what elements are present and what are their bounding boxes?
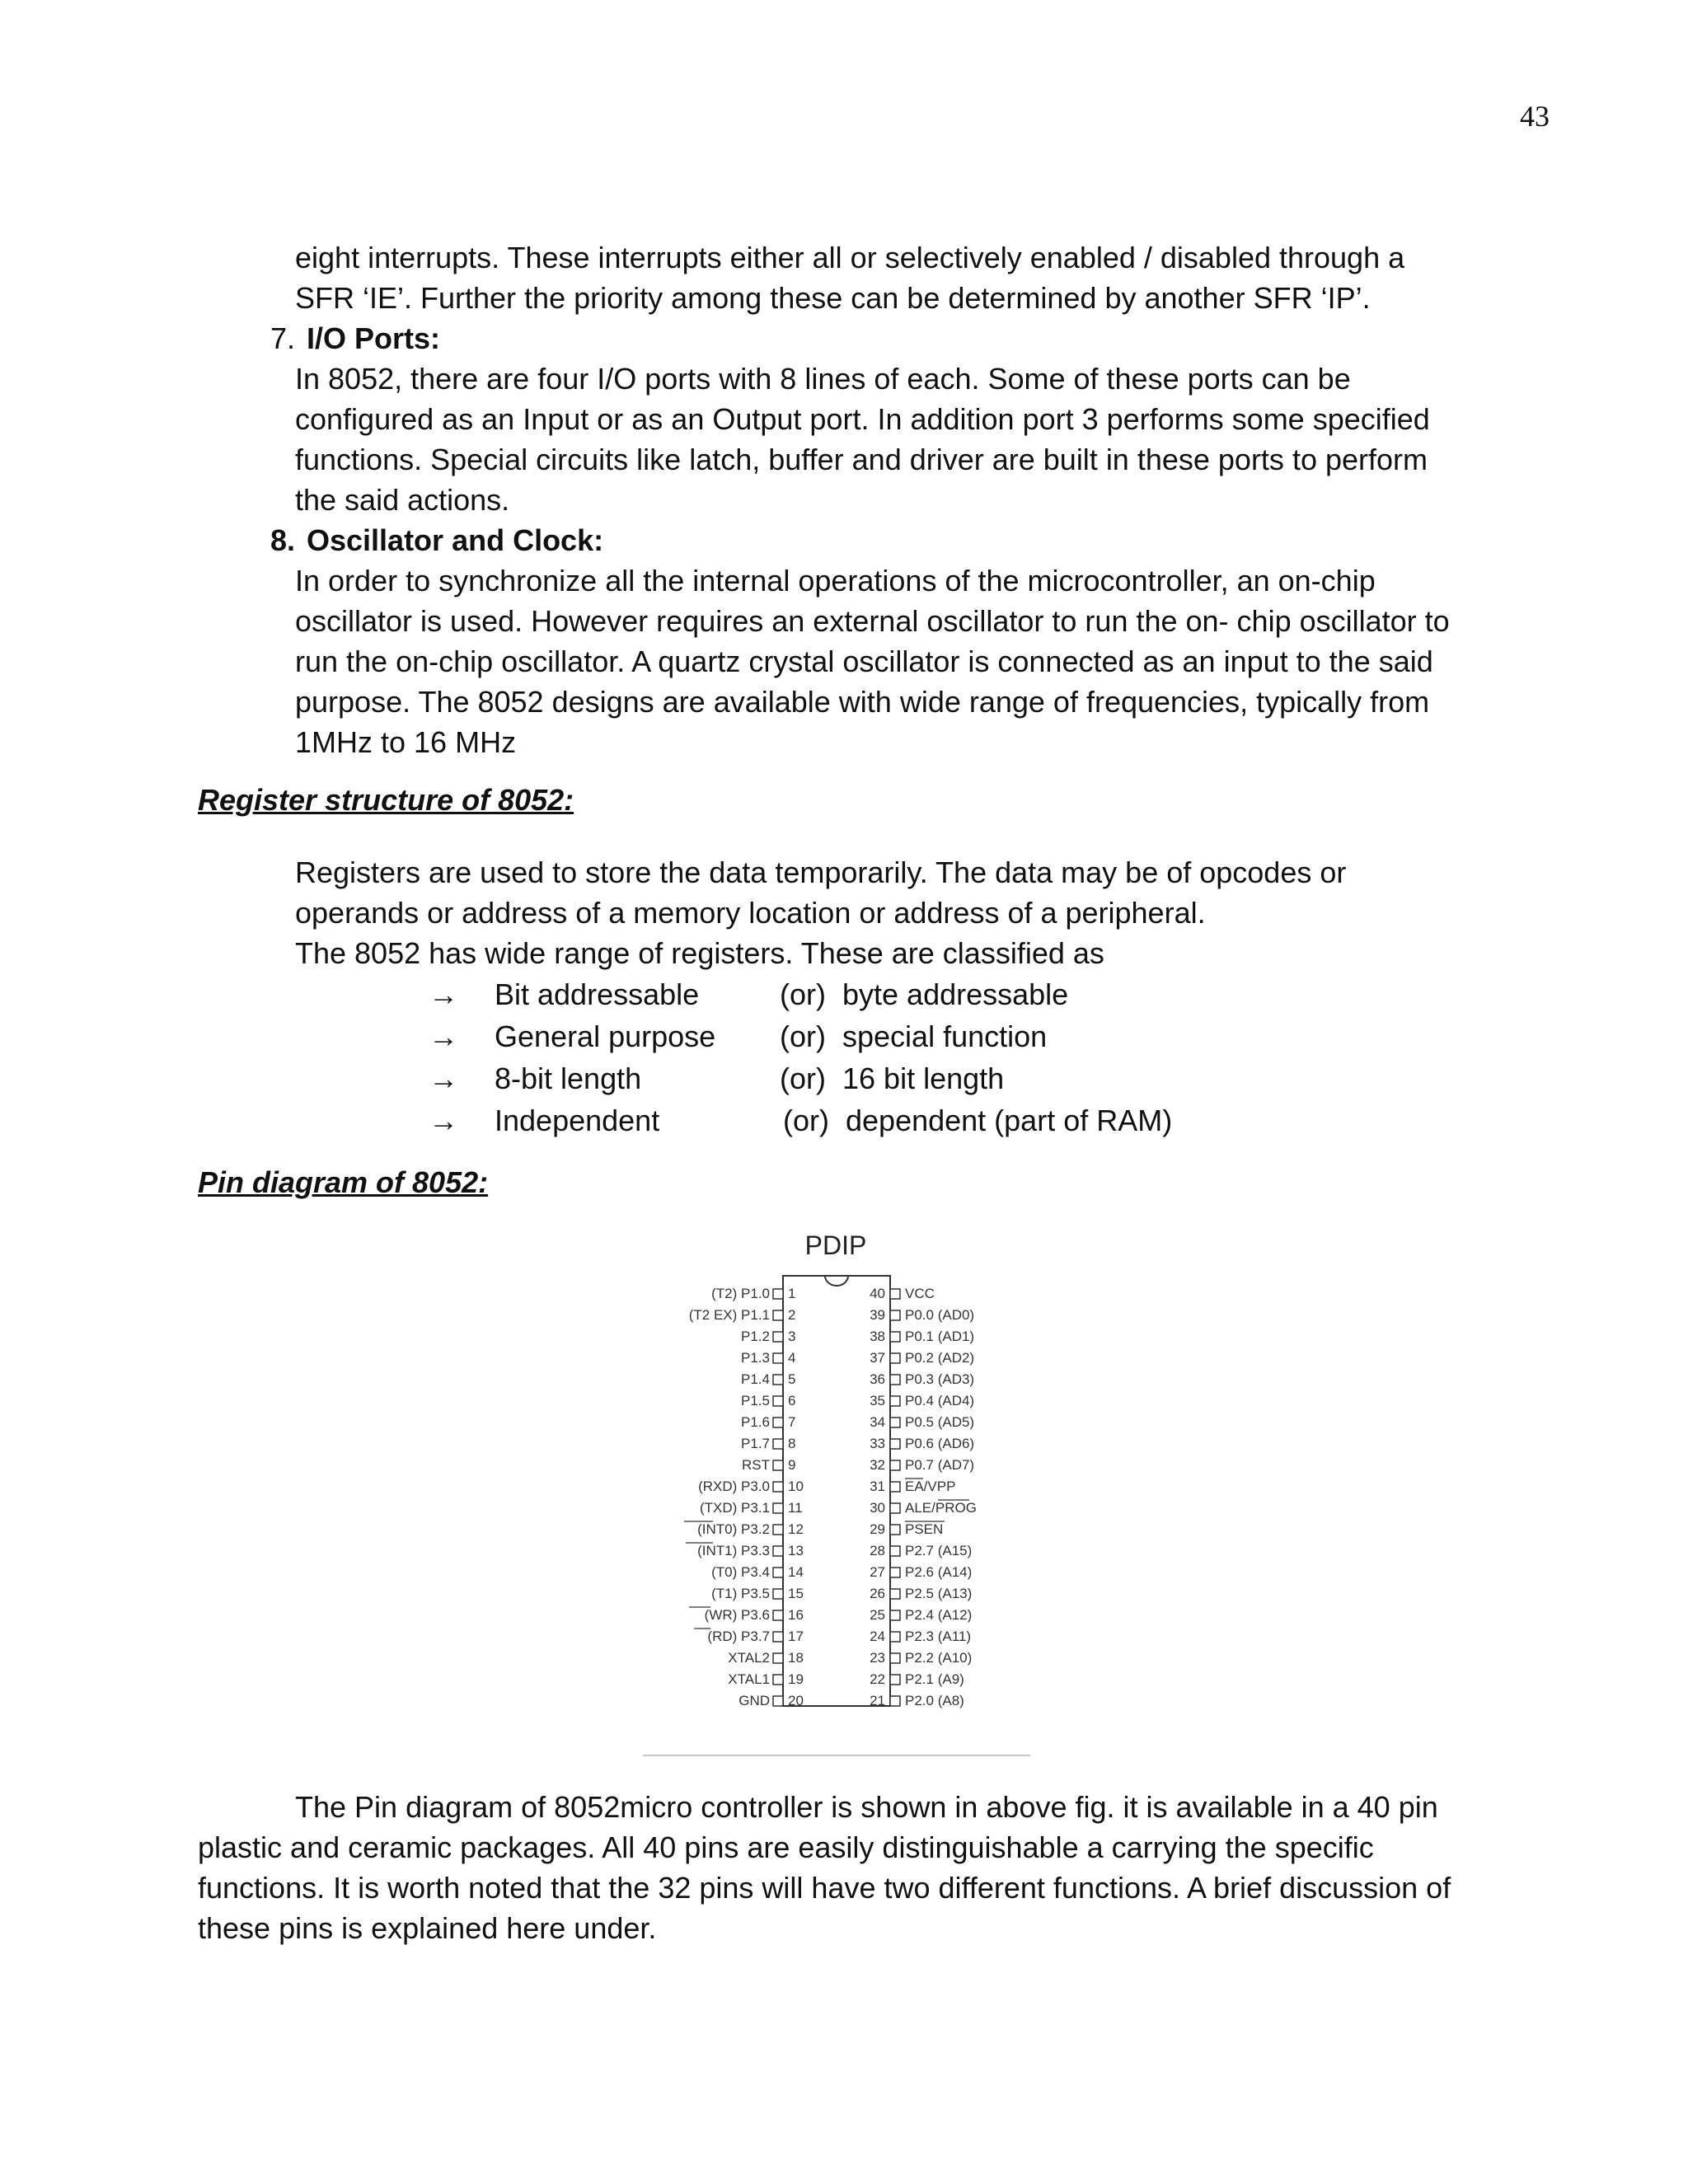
pin-number: 6	[788, 1393, 796, 1408]
text-line: functions. Special circuits like latch, buffer and driver are built in these ports to perform	[295, 443, 1428, 476]
pin-label: (T2 EX) P1.1	[688, 1307, 770, 1323]
pin-number: 2	[788, 1307, 796, 1323]
text-line: 1MHz to 16 MHz	[295, 725, 517, 759]
pin-label: (INT1) P3.3	[697, 1543, 770, 1558]
pin-number: 9	[788, 1457, 796, 1473]
pin-pad	[773, 1460, 783, 1470]
classification-left: General purpose	[495, 1019, 716, 1053]
classification-right: 16 bit length	[842, 1062, 1005, 1095]
classification-or: (or)	[780, 1062, 826, 1095]
pin-label: P2.2 (A10)	[905, 1650, 973, 1666]
classification-right: dependent (part of RAM)	[846, 1104, 1173, 1137]
pin-number: 26	[870, 1586, 885, 1601]
arrow-icon: →	[429, 977, 458, 1011]
pin-pad	[773, 1568, 783, 1577]
pin-pad	[773, 1482, 783, 1492]
pin-pad	[773, 1353, 783, 1363]
pin-number: 16	[788, 1607, 804, 1623]
pin-pad	[773, 1632, 783, 1642]
pin-pad	[773, 1653, 783, 1663]
pin-diagram	[643, 1228, 1039, 1772]
arrow-icon: →	[429, 1104, 458, 1137]
pin-label: P1.2	[741, 1329, 770, 1344]
pin-number: 27	[870, 1564, 885, 1580]
pin-pad	[773, 1439, 783, 1449]
text-line: In order to synchronize all the internal operations of the microcontroller, an on-chip	[295, 564, 1376, 598]
list-item-io-ports	[244, 318, 1530, 359]
pin-label: XTAL2	[728, 1650, 770, 1666]
register-paragraph	[295, 852, 1498, 973]
pin-pad	[773, 1375, 783, 1385]
text-line: The 8052 has wide range of registers. These are classified as	[295, 936, 1104, 970]
pin-pad	[890, 1310, 900, 1320]
pin-label: (T0) P3.4	[711, 1564, 770, 1580]
text-line: In 8052, there are four I/O ports with 8 lines of each. Some of these ports can be	[295, 362, 1351, 396]
pin-number: 21	[870, 1693, 885, 1708]
arrow-icon: →	[429, 1062, 458, 1095]
pin-label: P0.7 (AD7)	[905, 1457, 975, 1473]
right-pin-list	[870, 1286, 977, 1708]
pin-number: 7	[788, 1414, 796, 1430]
intro-paragraph	[295, 237, 1498, 318]
pin-number: 40	[870, 1286, 885, 1301]
pin-label: (T1) P3.5	[711, 1586, 770, 1601]
pin-label: P1.5	[741, 1393, 770, 1408]
pin-number: 34	[870, 1414, 885, 1430]
classification-row	[429, 974, 1335, 1015]
pin-number: 33	[870, 1436, 885, 1451]
pin-number: 11	[788, 1500, 803, 1516]
pin-label: P2.6 (A14)	[905, 1564, 973, 1580]
pin-number: 19	[788, 1671, 804, 1687]
pin-pad	[773, 1696, 783, 1706]
pin-label: PSEN	[905, 1521, 944, 1537]
pin-label: XTAL1	[728, 1671, 770, 1687]
pin-pad	[773, 1289, 783, 1299]
pin-number: 30	[870, 1500, 885, 1516]
pin-label: P0.0 (AD0)	[905, 1307, 975, 1323]
pin-pad	[890, 1675, 900, 1685]
pin-pad	[890, 1396, 900, 1406]
classification-row	[429, 1100, 1335, 1141]
classification-row	[429, 1058, 1335, 1099]
classification-row	[429, 1016, 1335, 1057]
item-number: 8.	[270, 523, 295, 557]
pin-label: P0.1 (AD1)	[905, 1329, 975, 1344]
pin-label: (T2) P1.0	[711, 1286, 770, 1301]
arrow-icon: →	[429, 1019, 458, 1053]
left-pin-list	[684, 1286, 804, 1708]
pin-number: 31	[870, 1479, 885, 1494]
pin-number: 18	[788, 1650, 804, 1666]
pin-pad	[890, 1460, 900, 1470]
item-title: I/O Ports:	[307, 321, 441, 355]
pin-pad	[890, 1439, 900, 1449]
classification-left: 8-bit length	[495, 1062, 642, 1095]
oscillator-paragraph	[295, 560, 1498, 762]
classification-right: byte addressable	[842, 977, 1069, 1011]
pin-label: P1.6	[741, 1414, 770, 1430]
pin-pad	[890, 1503, 900, 1513]
pin-label: P2.7 (A15)	[905, 1543, 973, 1558]
io-ports-paragraph	[295, 359, 1498, 520]
text-line: these pins is explained here under.	[198, 1911, 657, 1945]
pin-pad	[890, 1375, 900, 1385]
pin-number: 24	[870, 1629, 885, 1644]
text-line: SFR ‘IE’. Further the priority among these can be determined by another SFR ‘IP’.	[295, 281, 1371, 315]
list-item-oscillator	[244, 520, 1530, 560]
pin-pad	[890, 1482, 900, 1492]
pin-number: 5	[788, 1371, 796, 1387]
pin-label: VCC	[905, 1286, 935, 1301]
pin-number: 4	[788, 1350, 796, 1366]
classification-or: (or)	[780, 1019, 826, 1053]
pin-pad	[773, 1525, 783, 1535]
pin-label: P0.5 (AD5)	[905, 1414, 975, 1430]
pin-pad	[890, 1568, 900, 1577]
pin1-notch	[825, 1276, 848, 1286]
text-line: oscillator is used. However requires an external oscillator to run the on- chip oscillator to	[295, 604, 1450, 638]
classification-right: special function	[842, 1019, 1048, 1053]
text-line: configured as an Input or as an Output port. In addition port 3 performs some specified	[295, 402, 1430, 436]
pin-label: P1.3	[741, 1350, 770, 1366]
pin-number: 22	[870, 1671, 885, 1687]
pin-number: 32	[870, 1457, 885, 1473]
pin-label: P0.4 (AD4)	[905, 1393, 975, 1408]
pin-pad	[890, 1525, 900, 1535]
pin-number: 38	[870, 1329, 885, 1344]
pin-number: 29	[870, 1521, 885, 1537]
pin-label: P2.0 (A8)	[905, 1693, 964, 1708]
pin-label: P2.1 (A9)	[905, 1671, 964, 1687]
pin-pad	[890, 1418, 900, 1427]
text-line: Registers are used to store the data temporarily. The data may be of opcodes or	[295, 855, 1347, 889]
item-number: 7.	[270, 321, 295, 355]
pin-pad	[773, 1610, 783, 1620]
pin-label: P2.5 (A13)	[905, 1586, 973, 1601]
pin-label: (RXD) P3.0	[698, 1479, 770, 1494]
classification-left: Bit addressable	[495, 977, 700, 1011]
pin-label: (TXD) P3.1	[699, 1500, 770, 1516]
pin-number: 12	[788, 1521, 804, 1537]
text-line: eight interrupts. These interrupts either all or selectively enabled / disabled through a	[295, 241, 1405, 274]
pin-label: P0.3 (AD3)	[905, 1371, 975, 1387]
pin-label: RST	[742, 1457, 770, 1473]
pin-pad	[773, 1396, 783, 1406]
pin-number: 13	[788, 1543, 804, 1558]
text-line: The Pin diagram of 8052micro controller is shown in above fig. it is available in a 40 pin	[295, 1790, 1438, 1824]
pin-label: P2.4 (A12)	[905, 1607, 973, 1623]
pin-number: 20	[788, 1693, 804, 1708]
text-line: purpose. The 8052 designs are available with wide range of frequencies, typically from	[295, 685, 1430, 719]
pin-label: (WR) P3.6	[704, 1607, 770, 1623]
pin-number: 25	[870, 1607, 885, 1623]
pin-number: 1	[788, 1286, 796, 1301]
text-line: run the on-chip oscillator. A quartz crystal oscillator is connected as an input to the said	[295, 644, 1433, 678]
pin-pad	[773, 1503, 783, 1513]
pin-label: GND	[738, 1693, 770, 1708]
pin-label: (INT0) P3.2	[697, 1521, 770, 1537]
pin-pad	[890, 1610, 900, 1620]
pin-number: 23	[870, 1650, 885, 1666]
pin-pad	[890, 1653, 900, 1663]
pin-pad	[773, 1310, 783, 1320]
pin-label: P0.2 (AD2)	[905, 1350, 975, 1366]
pin-diagram-heading: Pin diagram of 8052:	[198, 1165, 489, 1199]
pin-pad	[890, 1353, 900, 1363]
pin-number: 28	[870, 1543, 885, 1558]
pin-pad	[773, 1546, 783, 1556]
text-line: operands or address of a memory location or address of a peripheral.	[295, 896, 1206, 930]
pin-number: 39	[870, 1307, 885, 1323]
pin-pad	[890, 1289, 900, 1299]
pin-number: 14	[788, 1564, 804, 1580]
pin-label: P2.3 (A11)	[905, 1629, 972, 1644]
text-line: the said actions.	[295, 483, 510, 517]
classification-or: (or)	[783, 1104, 829, 1137]
classification-or: (or)	[780, 977, 826, 1011]
register-structure-heading: Register structure of 8052:	[198, 783, 574, 817]
text-line: plastic and ceramic packages. All 40 pins are easily distinguishable a carrying the specific	[198, 1830, 1374, 1864]
pin-pad	[773, 1332, 783, 1342]
classification-left: Independent	[495, 1104, 660, 1137]
pin-number: 15	[788, 1586, 804, 1601]
pin-label: EA/VPP	[905, 1479, 956, 1494]
pin-pad	[890, 1546, 900, 1556]
pin-pad	[890, 1696, 900, 1706]
pin-pad	[773, 1418, 783, 1427]
pin-pad	[890, 1589, 900, 1599]
pin-number: 36	[870, 1371, 885, 1387]
pin-label: ALE/PROG	[905, 1500, 977, 1516]
pin-pad	[890, 1332, 900, 1342]
pin-number: 3	[788, 1329, 796, 1344]
pin-description	[198, 1787, 1500, 1948]
pin-label: P1.7	[741, 1436, 770, 1451]
pin-label: (RD) P3.7	[707, 1629, 770, 1644]
item-title: Oscillator and Clock:	[307, 523, 604, 557]
pin-pad	[890, 1632, 900, 1642]
pin-label: P1.4	[741, 1371, 770, 1387]
pin-number: 35	[870, 1393, 885, 1408]
package-label: PDIP	[804, 1230, 867, 1260]
pin-number: 10	[788, 1479, 804, 1494]
page-number: 43	[1520, 100, 1550, 133]
text-line: functions. It is worth noted that the 32 pins will have two different functions. A brief discussion of	[198, 1871, 1451, 1905]
pin-number: 8	[788, 1436, 796, 1451]
pin-pad	[773, 1589, 783, 1599]
pin-number: 37	[870, 1350, 885, 1366]
pin-number: 17	[788, 1629, 804, 1644]
pin-label: P0.6 (AD6)	[905, 1436, 975, 1451]
pin-pad	[773, 1675, 783, 1685]
